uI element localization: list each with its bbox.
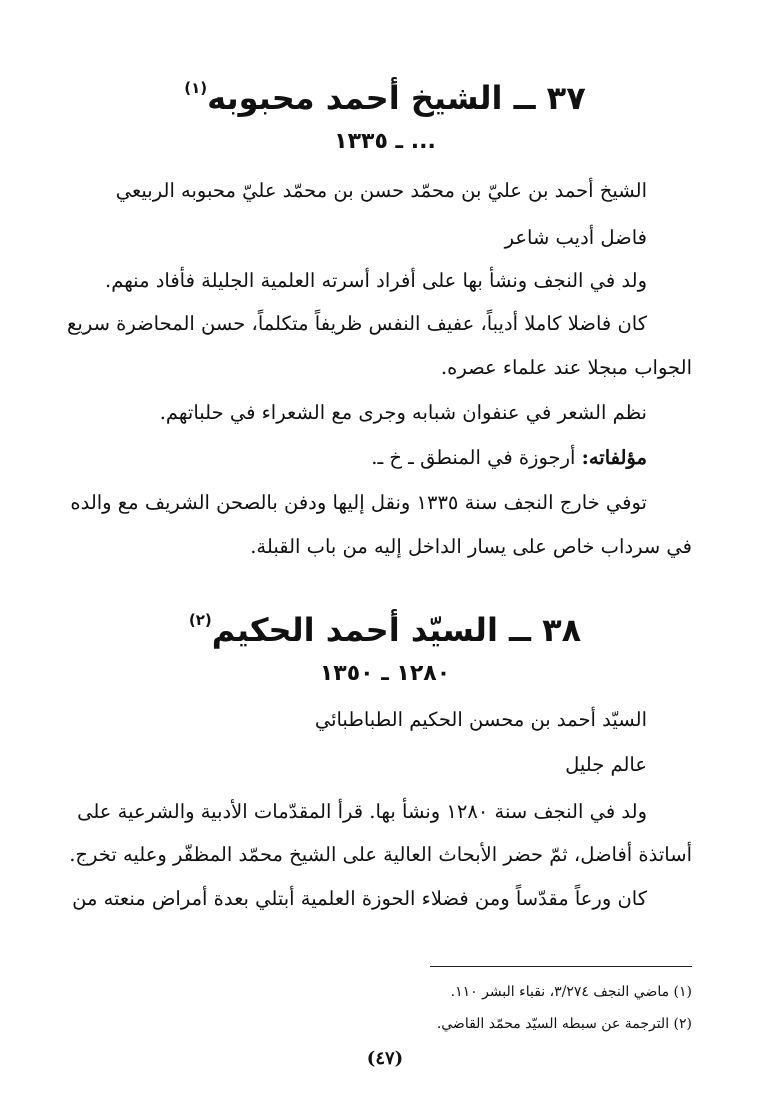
footnote-divider: [430, 966, 692, 967]
entry-37-title-text: ٣٧ ــ الشيخ أحمد محبوبه: [207, 79, 586, 117]
footnote-1: (١) ماضي النجف ٣/٢٧٤، نقباء البشر ١١٠.: [450, 984, 692, 1000]
entry-37-line-5: الجواب مبجلا عند علماء عصره.: [440, 356, 692, 379]
entry-38-line-1: السيّد أحمد بن محسن الحكيم الطباطبائي: [314, 708, 647, 731]
entry-37-title: [0, 68, 770, 118]
entry-38-title-text: ٣٨ ــ السيّد أحمد الحكيم: [211, 611, 582, 649]
entry-37-line-3: ولد في النجف ونشأ بها على أفراد أسرته العلمية الجليلة فأفاد منهم.: [105, 269, 647, 292]
entry-37-line-2: فاضل أديب شاعر: [504, 226, 647, 249]
footnote-ref-1: (١): [184, 79, 208, 97]
entry-38-dates: ١٢٨٠ ـ ١٣٥٠: [319, 661, 451, 686]
entry-37-line-4: كان فاضلا كاملا أديباً، عفيف النفس ظريفاً متكلماً، حسن المحاضرة سريع: [67, 312, 647, 335]
entry-37-line-9: في سرداب خاص على يسار الداخل إليه من باب القبلة.: [250, 535, 692, 558]
works-text: أرجوزة في المنطق ـ خ ـ.: [371, 446, 576, 469]
entry-38-line-4: أساتذة أفاضل، ثمّ حضر الأبحاث العالية على الشيخ محمّد المظفّر وعليه تخرج.: [69, 843, 692, 866]
entry-37-line-1: الشيخ أحمد بن عليّ بن محمّد حسن بن محمّد عليّ محبوبه الربيعي: [115, 179, 647, 202]
entry-38-line-2: عالم جليل: [565, 753, 647, 776]
page-number: (٤٧): [366, 1048, 404, 1069]
entry-37-line-8: توفي خارج النجف سنة ١٣٣٥ ونقل إليها ودفن بالصحن الشريف مع والده: [70, 491, 647, 514]
entry-37-works: [371, 443, 647, 473]
entry-37-line-6: نظم الشعر في عنفوان شبابه وجرى مع الشعراء في حلباتهم.: [159, 401, 647, 424]
footnote-ref-2: (٢): [188, 611, 212, 629]
entry-38-line-5: كان ورعاً مقدّساً ومن فضلاء الحوزة العلمية أبتلي بعدة أمراض منعته من: [72, 887, 647, 910]
footnote-2: (٢) الترجمة عن سبطه السيّد محمّد القاضي.: [436, 1016, 692, 1032]
entry-38-title: [0, 600, 770, 650]
entry-37-dates: ... ـ ١٣٣٥: [334, 129, 436, 154]
works-label: مؤلفاته:: [581, 446, 647, 469]
entry-38-line-3: ولد في النجف سنة ١٢٨٠ ونشأ بها. قرأ المقدّمات الأدبية والشرعية على: [77, 800, 647, 823]
